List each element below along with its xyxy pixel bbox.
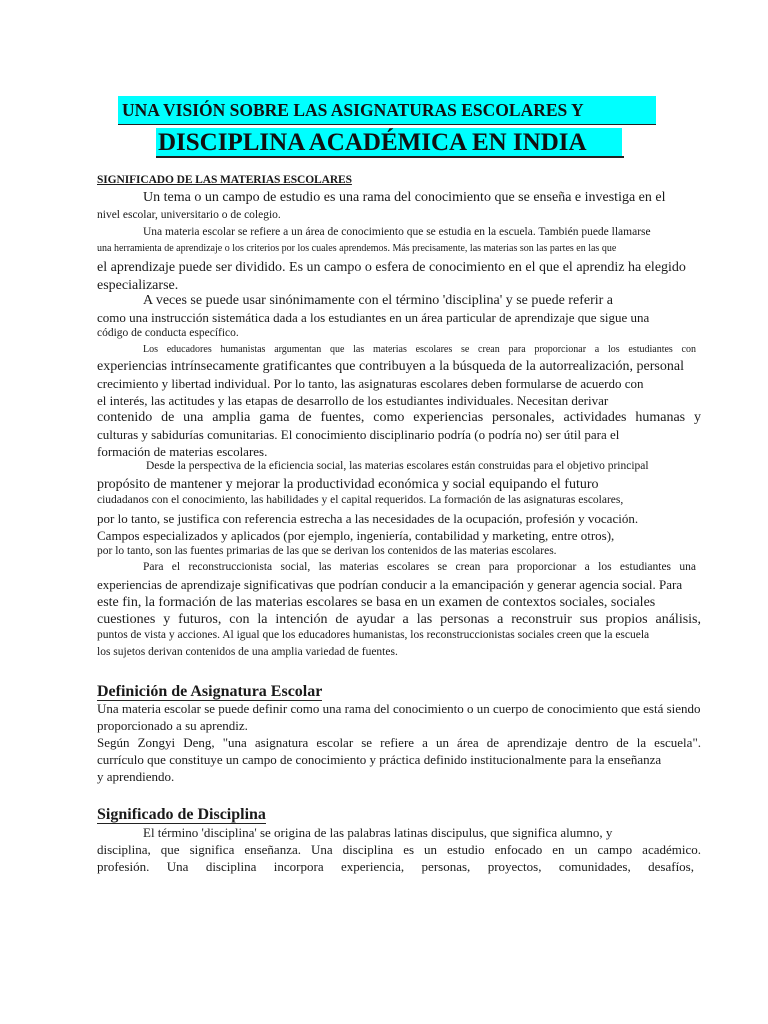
section-heading-significado: SIGNIFICADO DE LAS MATERIAS ESCOLARES	[97, 174, 352, 186]
text-line: por lo tanto, son las fuentes primarias de las que se derivan los contenidos de las materias escolares.	[97, 545, 557, 557]
title-line-2: DISCIPLINA ACADÉMICA EN INDIA	[156, 128, 622, 158]
text-line: experiencias intrínsecamente gratificantes que contribuyen a la búsqueda de la autorrealización, personal	[97, 359, 684, 374]
text-line: experiencias de aprendizaje significativas que podrían conducir a la emancipación y generar agencia social. Para	[97, 577, 683, 592]
title-underline-1	[118, 124, 656, 125]
text-line: A veces se puede usar sinónimamente con el término 'disciplina' y se puede referir a	[143, 293, 613, 308]
text-line: profesión. Una disciplina incorpora experiencia, personas, proyectos, comunidades, desafíos,	[97, 859, 694, 874]
title-underline-2	[156, 156, 624, 158]
text-line: ciudadanos con el conocimiento, las habilidades y el capital requeridos. La formación de las asignaturas escolares,	[97, 494, 624, 506]
text-line: culturas y sabidurías comunitarias. El conocimiento disciplinario podría (o podría no) ser útil para el	[97, 427, 620, 442]
text-line: Campos especializados y aplicados (por ejemplo, ingeniería, contabilidad y marketing, entre otros),	[97, 528, 615, 543]
text-line: código de conducta específico.	[97, 327, 239, 339]
text-line: Desde la perspectiva de la eficiencia social, las materias escolares están construidas para el objetivo principal	[146, 460, 649, 472]
text-line: Según Zongyi Deng, "una asignatura escolar se refiere a un área de aprendizaje dentro de la escuela".	[97, 735, 701, 750]
text-line: formación de materias escolares.	[97, 444, 268, 459]
text-line: como una instrucción sistemática dada a los estudiantes en un área particular de aprendizaje que sigue una	[97, 310, 650, 325]
text-line: Para el reconstruccionista social, las materias escolares se crean para proporcionar a los estudiantes una	[143, 561, 696, 573]
text-line: Una materia escolar se puede definir como una rama del conocimiento o un cuerpo de conocimiento que está siendo	[97, 701, 701, 716]
text-line: contenido de una amplia gama de fuentes, como experiencias personales, actividades humanas y	[97, 410, 701, 425]
text-line: Una materia escolar se refiere a un área de conocimiento que se estudia en la escuela. También puede llamarse	[143, 226, 651, 238]
text-line: una herramienta de aprendizaje o los criterios por los cuales aprendemos. Más precisamente, las materias son las partes en las que	[97, 243, 617, 254]
text-line: propósito de mantener y mejorar la productividad económica y social equipando el futuro	[97, 477, 599, 492]
text-line: el aprendizaje puede ser dividido. Es un campo o esfera de conocimiento en el que el aprendiz ha elegido	[97, 260, 686, 275]
text-line: El término 'disciplina' se origina de las palabras latinas discipulus, que significa alumno, y	[143, 825, 613, 840]
text-line: por lo tanto, se justifica con referencia estrecha a las necesidades de la ocupación, profesión y vocación.	[97, 511, 639, 526]
text-line: proporcionado a su aprendiz.	[97, 718, 248, 733]
title-line-1: UNA VISIÓN SOBRE LAS ASIGNATURAS ESCOLARES Y	[118, 96, 656, 124]
text-line: cuestiones y futuros, con la intención de ayudar a las personas a reconstruir sus propios análisis,	[97, 612, 701, 627]
text-line: disciplina, que significa enseñanza. Una disciplina es un estudio enfocado en un campo académico.	[97, 842, 701, 857]
text-line: Los educadores humanistas argumentan que las materias escolares se crean para proporcionar a los estudiantes con	[143, 344, 696, 355]
text-line: currículo que constituye un campo de conocimiento y práctica definido institucionalmente para la enseñanza	[97, 752, 662, 767]
text-line: y aprendiendo.	[97, 769, 175, 784]
text-line: los sujetos derivan contenidos de una amplia variedad de fuentes.	[97, 646, 398, 658]
text-line: nivel escolar, universitario o de colegio.	[97, 209, 281, 221]
text-line: este fin, la formación de las materias escolares se basa en un examen de contextos sociales, sociales	[97, 595, 656, 610]
text-line: el interés, las actitudes y las etapas de desarrollo de los estudiantes individuales. Necesitan derivar	[97, 393, 609, 408]
text-line: puntos de vista y acciones. Al igual que los educadores humanistas, los reconstruccionistas sociales creen que la escuela	[97, 629, 650, 641]
section-heading-definicion: Definición de Asignatura Escolar	[97, 683, 323, 700]
section-heading-disciplina: Significado de Disciplina	[97, 806, 266, 823]
text-line: especializarse.	[97, 278, 179, 293]
text-line: crecimiento y libertad individual. Por lo tanto, las asignaturas escolares deben formularse de acuerdo con	[97, 376, 644, 391]
text-line: Un tema o un campo de estudio es una rama del conocimiento que se enseña e investiga en el	[143, 190, 666, 205]
